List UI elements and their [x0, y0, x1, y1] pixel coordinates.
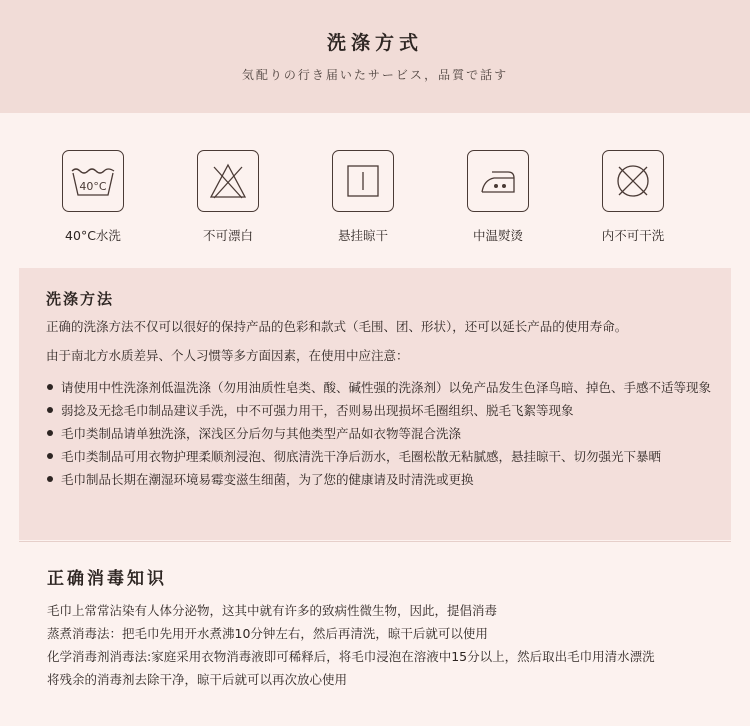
care-label: 中温熨烫	[472, 228, 523, 243]
list-item-text: 请使用中性洗涤剂低温洗涤（勿用油质性皂类、酸、碱性强的洗涤剂）以免产品发生色泽鸟暗、掉色、手感不适等现象	[61, 380, 712, 395]
care-label: 40°C水洗	[65, 228, 121, 243]
care-label: 悬挂晾干	[337, 228, 388, 243]
list-item	[46, 468, 726, 491]
disinfect-line: 毛巾上常常沾染有人体分泌物，这其中就有许多的致病性微生物，因此，提倡消毒	[47, 603, 498, 618]
wash-method-title: 洗涤方法	[46, 290, 115, 308]
wash-method-note: 由于南北方水质差异、个人习惯等多方面因素，在使用中应注意：	[46, 348, 409, 363]
list-item	[46, 376, 726, 399]
page-title: 洗涤方式	[326, 32, 423, 54]
list-item-text: 毛巾制品长期在潮湿环境易霉变滋生细菌，为了您的健康请及时清洗或更换	[61, 472, 474, 487]
disinfect-line: 蒸煮消毒法：把毛巾先用开水煮沸10分钟左右，然后再清洗，晾干后就可以使用	[47, 626, 488, 641]
no-dry-clean-icon	[602, 150, 664, 212]
list-item	[46, 445, 726, 468]
care-item-wash	[33, 150, 153, 244]
wash-40c-icon	[62, 150, 124, 212]
list-item	[46, 422, 726, 445]
bullet-icon	[47, 407, 53, 413]
disinfect-line: 化学消毒剂消毒法:家庭采用衣物消毒液即可稀释后，将毛巾浸泡在溶液中15分以上，然后取出毛巾用清水漂洗	[47, 649, 655, 664]
bullet-icon	[47, 384, 53, 390]
bullet-icon	[47, 430, 53, 436]
disinfect-line: 将残余的消毒剂去除干净，晾干后就可以再次放心使用	[47, 672, 348, 687]
care-item-iron	[438, 150, 558, 244]
hang-dry-icon	[332, 150, 394, 212]
wash-method-intro: 正确的洗涤方法不仅可以很好的保持产品的色彩和款式（毛围、团、形状），还可以延长产品的使用寿命。	[46, 319, 628, 334]
care-item-bleach	[168, 150, 288, 244]
list-item-text: 毛巾类制品可用衣物护理柔顺剂浸泡、彻底清洗干净后沥水，毛圈松散无粘腻感，悬挂晾干、切勿强光下暴晒	[61, 449, 662, 464]
page-subtitle: 気配りの行き届いたサービス，品質で話す	[241, 68, 509, 82]
section-divider	[19, 541, 731, 542]
disinfect-title: 正确消毒知识	[47, 569, 167, 589]
iron-medium-icon	[467, 150, 529, 212]
header-banner	[0, 0, 750, 113]
care-item-dry	[303, 150, 423, 244]
no-bleach-icon	[197, 150, 259, 212]
list-item	[46, 399, 726, 422]
list-item-text: 弱捻及无捻毛巾制品建议手洗，中不可强力用干，否则易出现损坏毛圈组织、脱毛飞絮等现象	[61, 403, 574, 418]
bullet-icon	[47, 453, 53, 459]
wash-temp-label: 40°C	[79, 180, 107, 193]
wash-tips-list	[46, 376, 726, 491]
care-item-dryclean	[573, 150, 693, 244]
care-label: 内不可干洗	[601, 228, 665, 243]
bullet-icon	[47, 476, 53, 482]
care-label: 不可漂白	[202, 228, 253, 243]
care-icons-row	[0, 150, 750, 250]
list-item-text: 毛巾类制品请单独洗涤，深浅区分后勿与其他类型产品如衣物等混合洗涤	[61, 426, 462, 441]
wash-method-panel	[19, 268, 731, 540]
